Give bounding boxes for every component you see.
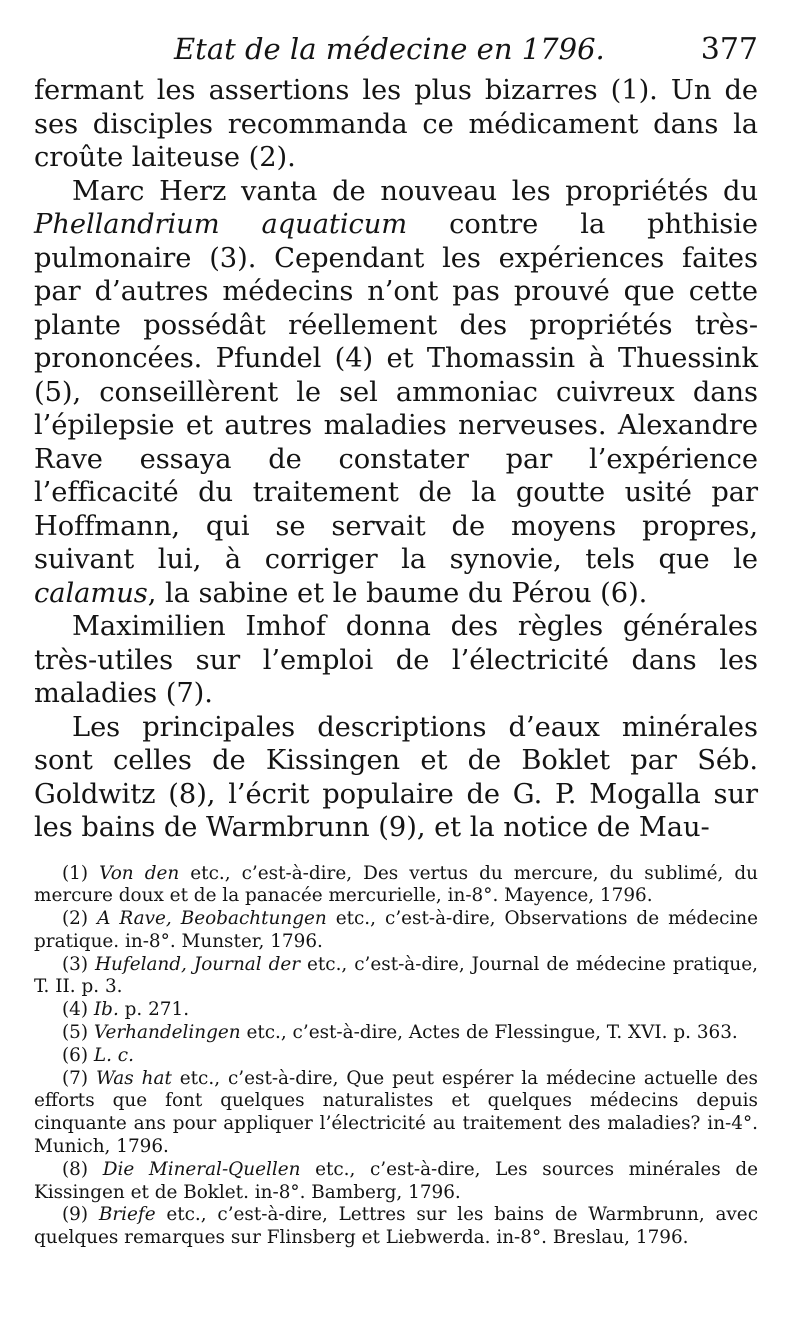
footnote-title: Von den [99, 862, 180, 884]
footnotes [34, 863, 758, 1251]
footnote-text: etc., c’est-à-dire, Que peut espérer la médecine actuelle des efforts que font quelques naturalistes et quelques médecins depuis cinquante ans pour appliquer l’électricité au traitement des maladies? in-4°. Munich, 1796. [34, 1067, 758, 1158]
paragraph-1: fermant les assertions les plus bizarres (1). Un de ses disciples recommanda ce médicament dans la croûte laiteuse (2). [34, 75, 758, 173]
footnote-title: Die Mineral-Quellen [102, 1158, 301, 1180]
paragraph-2 [34, 175, 758, 611]
footnote-1 [34, 863, 758, 909]
paragraph-2-italic-term: Phellandrium aquaticum [34, 209, 408, 240]
footnote-7 [34, 1068, 758, 1159]
footnote-title: A Rave, Beobachtungen [97, 908, 327, 930]
paragraph-2-part-b: contre la phthisie pulmonaire (3). Cependant les expériences faites par d’autres médecins n’ont pas prouvé que cette plante possédât réellement des propriétés très-prononcées. Pfundel (4) et Thomassin à Thuessink (5), conseillèrent le sel ammoniac cuivreux dans l’épilepsie et autres maladies nerveuses. Alexandre Rave essaya de constater par l’expérience l’efficacité du traitement de la goutte usité par Hoffmann, qui se servait de moyens propres, suivant lui, à corriger la synovie, tels que le [34, 209, 758, 575]
footnote-5 [34, 1022, 758, 1045]
footnote-text: etc., c’est-à-dire, Observations de médecine pratique. in-8°. Munster, 1796. [34, 908, 758, 952]
paragraph-2-italic-term-2: calamus [34, 577, 148, 609]
footnote-text: etc., c’est-à-dire, Journal de médecine pratique, T. II. p. 3. [34, 953, 758, 998]
footnote-number: (3) [62, 953, 96, 975]
footnote-number: (6) [62, 1044, 94, 1066]
footnote-number: (2) [62, 908, 98, 930]
paragraph-3: Maximilien Imhof donna des règles générales très-utiles sur l’emploi de l’électricité dans les maladies (7). [34, 611, 758, 709]
footnote-title: Ib. [93, 999, 119, 1021]
footnote-number: (4) [62, 999, 94, 1021]
footnote-text: etc., c’est-à-dire, Lettres sur les bains de Warmbrunn, avec quelques remarques sur Flinsberg et Liebwerda. in-8°. Breslau, 1796. [34, 1204, 758, 1249]
footnote-title: Verhandelingen [93, 1022, 241, 1044]
main-text [34, 74, 758, 845]
footnote-title: L. c. [93, 1044, 134, 1066]
footnote-text: etc., c’est-à-dire, Actes de Flessingue, T. XVI. p. 363. [240, 1022, 738, 1044]
footnote-number: (8) [62, 1158, 103, 1180]
footnote-2 [34, 908, 758, 954]
paragraph-2-part-c: , la sabine et le baume du Pérou (6). [147, 577, 648, 609]
footnote-8 [34, 1159, 758, 1205]
footnote-number: (5) [62, 1022, 94, 1044]
footnote-9 [34, 1204, 758, 1250]
footnote-number: (7) [62, 1067, 96, 1089]
footnote-title: Was hat [96, 1067, 172, 1089]
footnote-4 [34, 999, 758, 1022]
footnote-text: p. 271. [118, 999, 190, 1021]
footnote-title: Briefe [98, 1204, 156, 1226]
footnote-6 [34, 1045, 758, 1068]
running-title: Etat de la médecine en 1796. [174, 32, 605, 66]
page-number: 377 [700, 32, 758, 67]
paragraph-2-part-a: Marc Herz vanta de nouveau les propriétés du [72, 175, 758, 207]
footnote-title: Hufeland, Journal der [95, 953, 301, 975]
footnote-3 [34, 954, 758, 1000]
footnote-text: etc., c’est-à-dire, Des vertus du mercure, du sublimé, du mercure doux et de la panacée mercurielle, in-8°. Mayence, 1796. [34, 862, 758, 907]
running-header [174, 32, 758, 74]
footnote-number: (1) [62, 862, 100, 884]
paragraph-4: Les principales descriptions d’eaux minérales sont celles de Kissingen et de Boklet par Séb. Goldwitz (8), l’écrit populaire de G. P. Mogalla sur les bains de Warmbrunn (9), et la notice de Mau- [34, 711, 758, 843]
footnote-number: (9) [62, 1204, 99, 1226]
footnote-text: etc., c’est-à-dire, Les sources minérales de Kissingen et de Boklet. in-8°. Bamberg, 1796. [34, 1158, 758, 1203]
